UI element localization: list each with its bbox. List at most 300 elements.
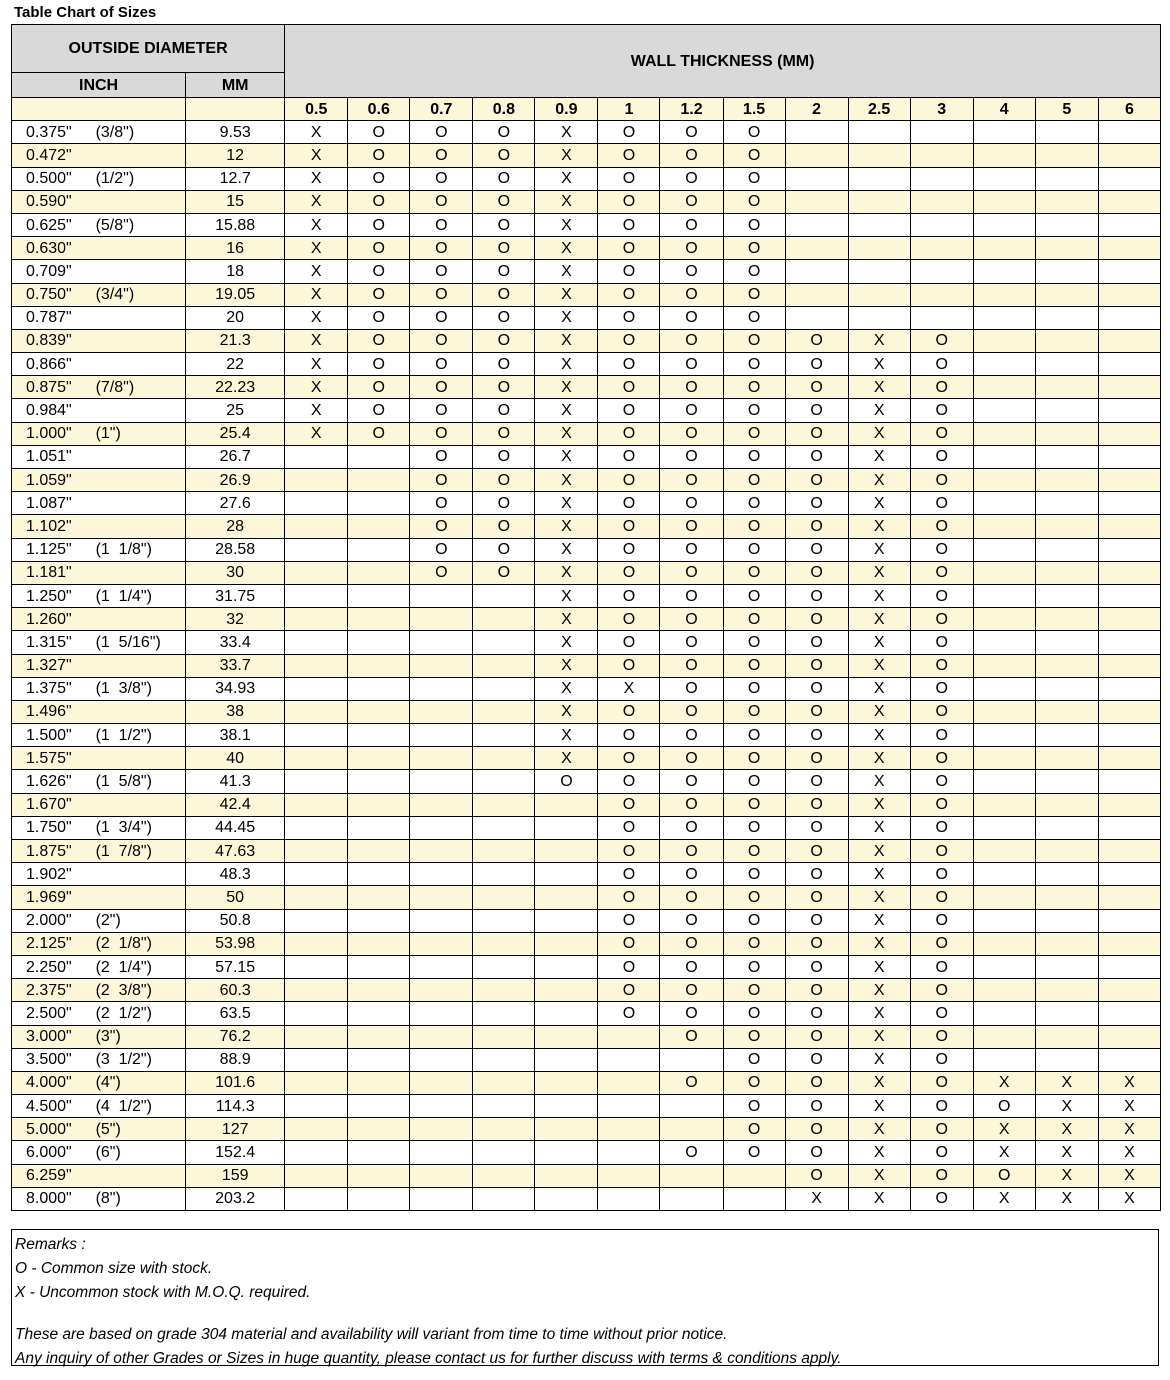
table-row bbox=[12, 608, 1161, 631]
availability-cell bbox=[473, 1095, 535, 1118]
availability-cell: O bbox=[723, 770, 785, 793]
availability-cell bbox=[660, 1095, 723, 1118]
availability-cell bbox=[285, 608, 348, 631]
availability-cell: O bbox=[910, 584, 973, 607]
availability-cell: X bbox=[1035, 1071, 1098, 1094]
availability-cell: X bbox=[848, 1187, 910, 1210]
availability-cell: O bbox=[348, 121, 410, 144]
availability-cell bbox=[1098, 399, 1160, 422]
table-row bbox=[12, 167, 1161, 190]
availability-cell: O bbox=[723, 955, 785, 978]
availability-cell bbox=[1098, 445, 1160, 468]
availability-cell: O bbox=[348, 190, 410, 213]
thickness-header-row bbox=[12, 98, 1161, 121]
fraction-cell: (2 1/8") bbox=[95, 932, 186, 955]
availability-cell bbox=[473, 724, 535, 747]
inch-cell: 1.125" bbox=[12, 538, 95, 561]
mm-cell: 53.98 bbox=[186, 932, 285, 955]
availability-cell bbox=[973, 793, 1035, 816]
availability-cell bbox=[410, 1048, 473, 1071]
inch-cell: 0.625" bbox=[12, 213, 95, 236]
availability-cell: O bbox=[410, 260, 473, 283]
availability-cell bbox=[1035, 1002, 1098, 1025]
availability-cell: O bbox=[785, 840, 848, 863]
availability-cell: O bbox=[598, 955, 660, 978]
availability-cell bbox=[1035, 608, 1098, 631]
availability-cell: O bbox=[785, 886, 848, 909]
fraction-cell: (1 1/4") bbox=[95, 584, 186, 607]
availability-cell: X bbox=[285, 167, 348, 190]
availability-cell bbox=[973, 190, 1035, 213]
availability-cell bbox=[348, 909, 410, 932]
availability-cell bbox=[973, 422, 1035, 445]
availability-cell bbox=[285, 1187, 348, 1210]
availability-cell bbox=[473, 886, 535, 909]
availability-cell: O bbox=[785, 677, 848, 700]
table-row bbox=[12, 445, 1161, 468]
availability-cell bbox=[598, 1071, 660, 1094]
availability-cell: O bbox=[785, 909, 848, 932]
table-row bbox=[12, 677, 1161, 700]
availability-cell: O bbox=[598, 306, 660, 329]
availability-cell bbox=[473, 863, 535, 886]
availability-cell bbox=[1035, 584, 1098, 607]
availability-cell: O bbox=[723, 700, 785, 723]
availability-cell: O bbox=[973, 1164, 1035, 1187]
availability-cell bbox=[410, 955, 473, 978]
availability-cell: O bbox=[660, 654, 723, 677]
availability-cell bbox=[973, 144, 1035, 167]
mm-cell: 152.4 bbox=[186, 1141, 285, 1164]
availability-cell: X bbox=[535, 724, 598, 747]
availability-cell bbox=[1035, 469, 1098, 492]
availability-cell bbox=[973, 770, 1035, 793]
availability-cell bbox=[973, 863, 1035, 886]
availability-cell: O bbox=[660, 445, 723, 468]
availability-cell bbox=[973, 608, 1035, 631]
availability-cell bbox=[1098, 260, 1160, 283]
availability-cell: X bbox=[535, 213, 598, 236]
availability-cell: O bbox=[723, 631, 785, 654]
availability-cell bbox=[973, 724, 1035, 747]
availability-cell: X bbox=[1035, 1187, 1098, 1210]
table-row bbox=[12, 329, 1161, 352]
availability-cell bbox=[910, 144, 973, 167]
availability-cell bbox=[535, 1118, 598, 1141]
availability-cell bbox=[348, 608, 410, 631]
availability-cell: O bbox=[598, 283, 660, 306]
mm-cell: 31.75 bbox=[186, 584, 285, 607]
availability-cell: O bbox=[660, 237, 723, 260]
availability-cell: O bbox=[910, 1118, 973, 1141]
availability-cell bbox=[598, 1048, 660, 1071]
availability-cell bbox=[473, 1025, 535, 1048]
availability-cell bbox=[473, 677, 535, 700]
availability-cell: O bbox=[598, 840, 660, 863]
availability-cell bbox=[973, 561, 1035, 584]
availability-cell: O bbox=[410, 329, 473, 352]
availability-cell bbox=[973, 747, 1035, 770]
availability-cell: O bbox=[910, 909, 973, 932]
fraction-cell bbox=[95, 237, 186, 260]
availability-cell bbox=[348, 1071, 410, 1094]
availability-cell bbox=[285, 677, 348, 700]
availability-cell bbox=[285, 770, 348, 793]
availability-cell: O bbox=[473, 329, 535, 352]
mm-cell: 48.3 bbox=[186, 863, 285, 886]
availability-cell: O bbox=[910, 1071, 973, 1094]
availability-cell: O bbox=[348, 306, 410, 329]
inch-cell: 3.000" bbox=[12, 1025, 95, 1048]
availability-cell: X bbox=[535, 121, 598, 144]
fraction-cell: (1 7/8") bbox=[95, 840, 186, 863]
availability-cell: O bbox=[910, 1048, 973, 1071]
availability-cell bbox=[973, 677, 1035, 700]
fraction-cell: (4") bbox=[95, 1071, 186, 1094]
availability-cell: X bbox=[848, 492, 910, 515]
availability-cell: X bbox=[285, 121, 348, 144]
availability-cell bbox=[1098, 1048, 1160, 1071]
availability-cell bbox=[973, 329, 1035, 352]
inch-cell: 1.181" bbox=[12, 561, 95, 584]
availability-cell bbox=[473, 1187, 535, 1210]
availability-cell: X bbox=[848, 677, 910, 700]
inch-cell: 1.000" bbox=[12, 422, 95, 445]
inch-header: INCH bbox=[12, 73, 186, 98]
availability-cell bbox=[1035, 654, 1098, 677]
availability-cell: X bbox=[848, 979, 910, 1002]
fraction-cell: (2") bbox=[95, 909, 186, 932]
availability-cell bbox=[973, 1025, 1035, 1048]
availability-cell bbox=[348, 1095, 410, 1118]
availability-cell bbox=[473, 1164, 535, 1187]
table-row bbox=[12, 1025, 1161, 1048]
availability-cell bbox=[1098, 283, 1160, 306]
fraction-cell: (8") bbox=[95, 1187, 186, 1210]
availability-cell: X bbox=[535, 283, 598, 306]
availability-cell: O bbox=[348, 353, 410, 376]
fraction-cell bbox=[95, 700, 186, 723]
fraction-cell bbox=[95, 306, 186, 329]
availability-cell bbox=[910, 167, 973, 190]
mm-cell: 40 bbox=[186, 747, 285, 770]
availability-cell: O bbox=[348, 144, 410, 167]
availability-cell: X bbox=[848, 1048, 910, 1071]
availability-cell bbox=[1035, 492, 1098, 515]
availability-cell: O bbox=[660, 932, 723, 955]
availability-cell: O bbox=[723, 863, 785, 886]
availability-cell: O bbox=[410, 561, 473, 584]
mm-cell: 76.2 bbox=[186, 1025, 285, 1048]
remark-x: X - Uncommon stock with M.O.Q. required. bbox=[15, 1284, 311, 1301]
availability-cell: O bbox=[723, 306, 785, 329]
thickness-col-header: 1.5 bbox=[723, 98, 785, 121]
availability-cell: X bbox=[285, 213, 348, 236]
inch-cell: 1.575" bbox=[12, 747, 95, 770]
mm-cell: 22 bbox=[186, 353, 285, 376]
mm-cell: 26.7 bbox=[186, 445, 285, 468]
availability-cell: O bbox=[910, 793, 973, 816]
availability-cell: X bbox=[848, 353, 910, 376]
availability-cell: O bbox=[660, 1025, 723, 1048]
availability-cell bbox=[1035, 144, 1098, 167]
availability-cell: O bbox=[660, 1071, 723, 1094]
availability-cell bbox=[598, 1141, 660, 1164]
availability-cell: X bbox=[535, 399, 598, 422]
availability-cell: X bbox=[535, 469, 598, 492]
availability-cell: O bbox=[473, 376, 535, 399]
inch-cell: 1.250" bbox=[12, 584, 95, 607]
availability-cell bbox=[473, 909, 535, 932]
availability-cell: O bbox=[723, 515, 785, 538]
availability-cell: X bbox=[535, 260, 598, 283]
availability-cell: O bbox=[660, 909, 723, 932]
availability-cell bbox=[410, 700, 473, 723]
availability-cell bbox=[1098, 863, 1160, 886]
availability-cell bbox=[848, 190, 910, 213]
availability-cell: O bbox=[910, 353, 973, 376]
availability-cell: O bbox=[785, 1095, 848, 1118]
availability-cell: O bbox=[723, 1071, 785, 1094]
availability-cell bbox=[1035, 561, 1098, 584]
availability-cell: O bbox=[348, 399, 410, 422]
availability-cell bbox=[1035, 886, 1098, 909]
availability-cell bbox=[410, 1095, 473, 1118]
availability-cell: O bbox=[473, 306, 535, 329]
availability-cell: X bbox=[848, 654, 910, 677]
availability-cell bbox=[285, 979, 348, 1002]
availability-cell: O bbox=[410, 144, 473, 167]
inch-cell: 0.750" bbox=[12, 283, 95, 306]
availability-cell bbox=[410, 654, 473, 677]
availability-cell: X bbox=[848, 1118, 910, 1141]
availability-cell: O bbox=[785, 1071, 848, 1094]
availability-cell bbox=[973, 909, 1035, 932]
availability-cell bbox=[410, 724, 473, 747]
mm-cell: 28 bbox=[186, 515, 285, 538]
availability-cell: O bbox=[598, 816, 660, 839]
availability-cell bbox=[598, 1187, 660, 1210]
availability-cell: O bbox=[723, 1048, 785, 1071]
availability-cell: X bbox=[848, 422, 910, 445]
mm-cell: 25.4 bbox=[186, 422, 285, 445]
availability-cell: X bbox=[1098, 1164, 1160, 1187]
table-row bbox=[12, 770, 1161, 793]
fraction-cell bbox=[95, 353, 186, 376]
mm-cell: 12 bbox=[186, 144, 285, 167]
availability-cell bbox=[285, 863, 348, 886]
availability-cell: X bbox=[848, 469, 910, 492]
availability-cell: O bbox=[785, 353, 848, 376]
mm-cell: 9.53 bbox=[186, 121, 285, 144]
availability-cell bbox=[973, 260, 1035, 283]
availability-cell bbox=[1035, 724, 1098, 747]
availability-cell: X bbox=[535, 167, 598, 190]
availability-cell: O bbox=[723, 538, 785, 561]
availability-cell: O bbox=[660, 213, 723, 236]
availability-cell bbox=[1098, 515, 1160, 538]
fraction-cell: (1 5/16") bbox=[95, 631, 186, 654]
availability-cell: O bbox=[910, 955, 973, 978]
size-chart-table bbox=[11, 24, 1161, 1211]
availability-cell bbox=[1098, 909, 1160, 932]
availability-cell bbox=[598, 1164, 660, 1187]
availability-cell: O bbox=[473, 515, 535, 538]
mm-cell: 25 bbox=[186, 399, 285, 422]
availability-cell bbox=[1035, 167, 1098, 190]
fraction-cell bbox=[95, 1164, 186, 1187]
table-row bbox=[12, 422, 1161, 445]
availability-cell: O bbox=[910, 700, 973, 723]
thickness-col-header: 6 bbox=[1098, 98, 1160, 121]
availability-cell bbox=[1098, 422, 1160, 445]
inch-cell: 2.000" bbox=[12, 909, 95, 932]
availability-cell bbox=[473, 584, 535, 607]
table-row bbox=[12, 955, 1161, 978]
availability-cell: O bbox=[910, 422, 973, 445]
availability-cell bbox=[1035, 631, 1098, 654]
availability-cell: X bbox=[848, 886, 910, 909]
availability-cell: O bbox=[598, 932, 660, 955]
availability-cell: O bbox=[660, 770, 723, 793]
availability-cell: O bbox=[348, 329, 410, 352]
mm-cell: 101.6 bbox=[186, 1071, 285, 1094]
availability-cell bbox=[1098, 700, 1160, 723]
availability-cell bbox=[1035, 515, 1098, 538]
availability-cell: O bbox=[660, 492, 723, 515]
availability-cell: O bbox=[598, 445, 660, 468]
availability-cell bbox=[285, 584, 348, 607]
inch-cell: 0.709" bbox=[12, 260, 95, 283]
inch-cell: 1.670" bbox=[12, 793, 95, 816]
availability-cell bbox=[973, 654, 1035, 677]
availability-cell: O bbox=[410, 283, 473, 306]
availability-cell: O bbox=[660, 724, 723, 747]
availability-cell bbox=[973, 445, 1035, 468]
inch-cell: 0.630" bbox=[12, 237, 95, 260]
availability-cell: O bbox=[910, 1025, 973, 1048]
availability-cell: X bbox=[285, 144, 348, 167]
table-row bbox=[12, 283, 1161, 306]
availability-cell bbox=[348, 724, 410, 747]
mm-cell: 15 bbox=[186, 190, 285, 213]
availability-cell bbox=[473, 631, 535, 654]
mm-cell: 38 bbox=[186, 700, 285, 723]
mm-cell: 50 bbox=[186, 886, 285, 909]
mm-cell: 47.63 bbox=[186, 840, 285, 863]
availability-cell: O bbox=[785, 863, 848, 886]
remarks-heading: Remarks : bbox=[15, 1236, 86, 1253]
availability-cell: O bbox=[660, 1141, 723, 1164]
availability-cell bbox=[1035, 422, 1098, 445]
fraction-cell bbox=[95, 329, 186, 352]
availability-cell: O bbox=[723, 445, 785, 468]
fraction-cell bbox=[95, 608, 186, 631]
availability-cell: X bbox=[535, 492, 598, 515]
availability-cell: O bbox=[910, 399, 973, 422]
availability-cell bbox=[1098, 561, 1160, 584]
availability-cell bbox=[410, 1002, 473, 1025]
inch-cell: 1.087" bbox=[12, 492, 95, 515]
availability-cell bbox=[535, 1048, 598, 1071]
availability-cell: X bbox=[285, 376, 348, 399]
availability-cell: O bbox=[660, 816, 723, 839]
availability-cell: O bbox=[910, 816, 973, 839]
availability-cell: X bbox=[535, 353, 598, 376]
availability-cell bbox=[348, 469, 410, 492]
availability-cell bbox=[410, 608, 473, 631]
availability-cell: O bbox=[723, 840, 785, 863]
availability-cell: O bbox=[723, 886, 785, 909]
availability-cell: X bbox=[848, 932, 910, 955]
availability-cell: X bbox=[848, 376, 910, 399]
availability-cell bbox=[1035, 747, 1098, 770]
table-row bbox=[12, 306, 1161, 329]
availability-cell: O bbox=[785, 399, 848, 422]
inch-cell: 4.000" bbox=[12, 1071, 95, 1094]
availability-cell: O bbox=[660, 608, 723, 631]
availability-cell: X bbox=[535, 515, 598, 538]
fraction-cell: (3/4") bbox=[95, 283, 186, 306]
availability-cell: O bbox=[410, 121, 473, 144]
availability-cell bbox=[285, 793, 348, 816]
availability-cell: X bbox=[848, 793, 910, 816]
availability-cell bbox=[785, 283, 848, 306]
availability-cell: O bbox=[785, 445, 848, 468]
availability-cell: X bbox=[285, 190, 348, 213]
mm-cell: 33.4 bbox=[186, 631, 285, 654]
availability-cell: X bbox=[973, 1118, 1035, 1141]
availability-cell: X bbox=[535, 376, 598, 399]
availability-cell: X bbox=[1035, 1141, 1098, 1164]
fraction-cell: (3 1/2") bbox=[95, 1048, 186, 1071]
availability-cell bbox=[410, 932, 473, 955]
availability-cell: O bbox=[348, 260, 410, 283]
availability-cell: O bbox=[660, 1002, 723, 1025]
availability-cell bbox=[410, 909, 473, 932]
availability-cell bbox=[285, 840, 348, 863]
availability-cell bbox=[535, 1141, 598, 1164]
availability-cell: O bbox=[410, 306, 473, 329]
mm-cell: 21.3 bbox=[186, 329, 285, 352]
availability-cell: X bbox=[535, 608, 598, 631]
availability-cell bbox=[410, 979, 473, 1002]
availability-cell: O bbox=[723, 1141, 785, 1164]
mm-cell: 28.58 bbox=[186, 538, 285, 561]
availability-cell bbox=[1035, 237, 1098, 260]
inch-cell: 1.902" bbox=[12, 863, 95, 886]
availability-cell: O bbox=[660, 144, 723, 167]
availability-cell: O bbox=[598, 654, 660, 677]
thickness-col-header: 5 bbox=[1035, 98, 1098, 121]
availability-cell: O bbox=[723, 608, 785, 631]
availability-cell: O bbox=[473, 144, 535, 167]
mm-header: MM bbox=[186, 73, 285, 98]
availability-cell: O bbox=[598, 422, 660, 445]
availability-cell bbox=[285, 700, 348, 723]
inch-cell: 5.000" bbox=[12, 1118, 95, 1141]
availability-cell: O bbox=[410, 469, 473, 492]
availability-cell: X bbox=[535, 561, 598, 584]
availability-cell bbox=[973, 492, 1035, 515]
availability-cell bbox=[973, 376, 1035, 399]
fraction-cell: (3") bbox=[95, 1025, 186, 1048]
fraction-cell bbox=[95, 144, 186, 167]
table-row bbox=[12, 213, 1161, 236]
availability-cell bbox=[410, 631, 473, 654]
availability-cell: O bbox=[660, 700, 723, 723]
availability-cell: O bbox=[785, 376, 848, 399]
